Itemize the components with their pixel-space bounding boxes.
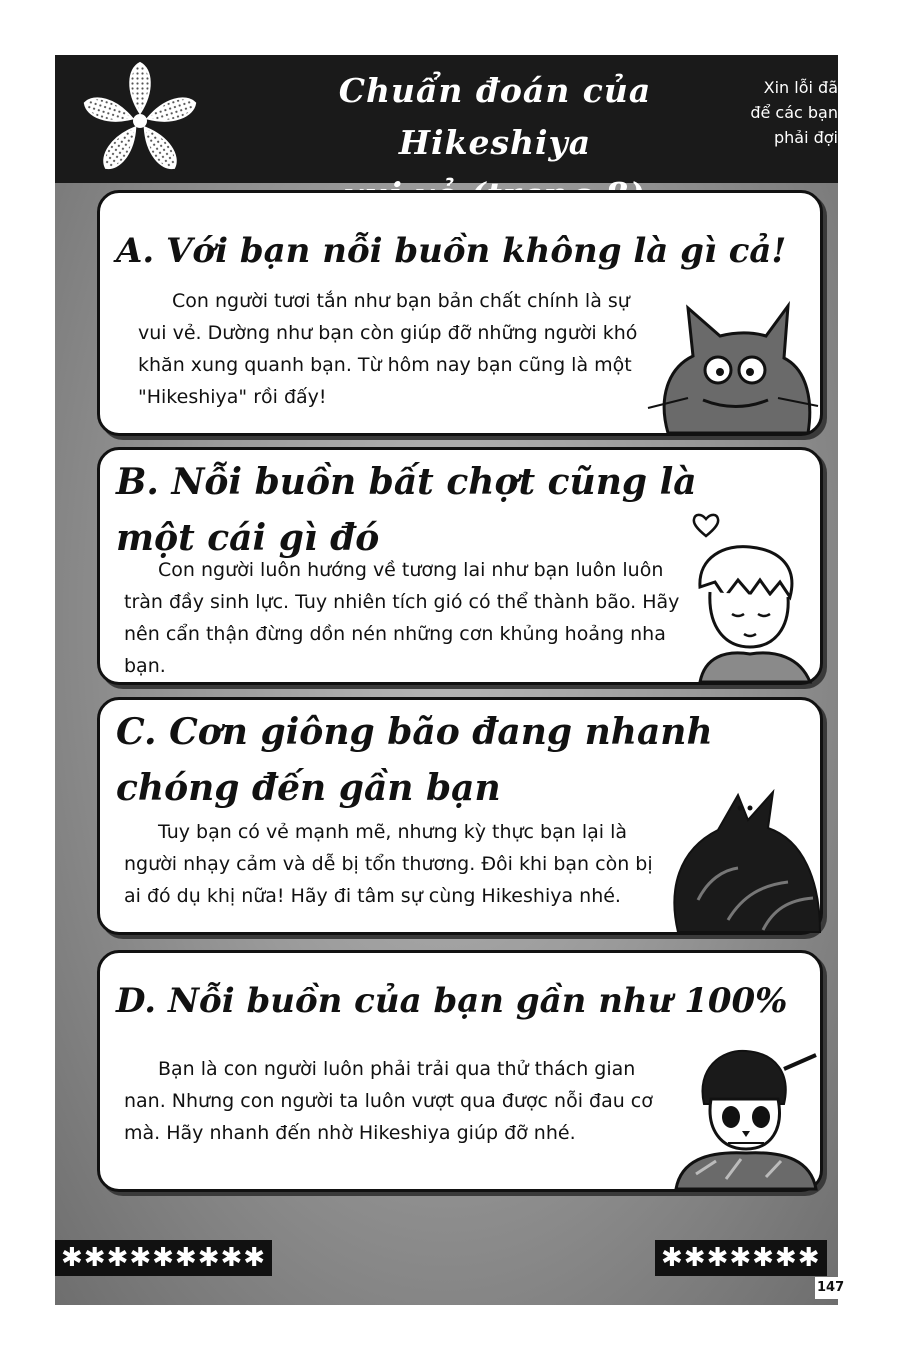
page-number: 147 (815, 1277, 847, 1299)
heart-icon (692, 512, 720, 538)
result-card-d (97, 950, 823, 1192)
header-banner (55, 55, 838, 183)
cat-illustration (648, 288, 818, 433)
result-heading-d: D. Nỗi buồn của bạn gần như 100% (116, 981, 788, 1021)
result-heading-c: C. Cơn giông bão đang nhanh chóng đến gần bạn (116, 711, 713, 809)
manga-page (55, 55, 845, 1305)
boy-illustration (680, 542, 820, 682)
apology-note-line-2: để các bạn (750, 103, 838, 122)
result-heading-b: B. Nỗi buồn bất chợt cũng là một cái gì đó (116, 461, 697, 559)
result-text-d: Bạn là con người luôn phải trải qua thử thách gian nan. Nhưng con người ta luôn vượt qua được nỗi đau cơ mà. Hãy nhanh đến nhờ Hikeshiya giúp đỡ nhé. (124, 1058, 653, 1144)
sakura-flower-icon (75, 59, 205, 179)
dark-hair-illustration (668, 790, 820, 932)
apology-note-line-3: phải đợi (773, 128, 838, 147)
decorative-stars-right: ✱✱✱✱✱✱✱ (655, 1240, 827, 1276)
page-title-line-1: Chuẩn đoán của Hikeshiya (338, 71, 652, 162)
decorative-stars-left: ✱✱✱✱✱✱✱✱✱ (55, 1240, 272, 1276)
result-text-c: Tuy bạn có vẻ mạnh mẽ, nhưng kỳ thực bạn lại là người nhạy cảm và dễ bị tổn thương. Đôi khi bạn còn bị ai đó dụ khị nữa! Hãy đi tâm sự cùng Hikeshiya nhé. (124, 821, 653, 907)
result-card-c (97, 697, 823, 935)
apology-note (745, 75, 838, 150)
skull-geisha-illustration (666, 1049, 820, 1189)
apology-note-line-1: Xin lỗi đã (763, 78, 838, 97)
result-card-b (97, 447, 823, 685)
result-text-b: Con người luôn hướng về tương lai như bạn luôn luôn tràn đầy sinh lực. Tuy nhiên tích gió có thể thành bão. Hãy nên cẩn thận đừng dồn nén những cơn khủng hoảng nha bạn. (124, 559, 680, 677)
result-card-a (97, 190, 823, 436)
result-heading-a: A. Với bạn nỗi buồn không là gì cả! (116, 231, 787, 271)
result-text-a: Con người tươi tắn như bạn bản chất chính là sự vui vẻ. Dường như bạn còn giúp đỡ những người khó khăn xung quanh bạn. Từ hôm nay bạn cũng là một "Hikeshiya" rồi đấy! (138, 290, 638, 408)
